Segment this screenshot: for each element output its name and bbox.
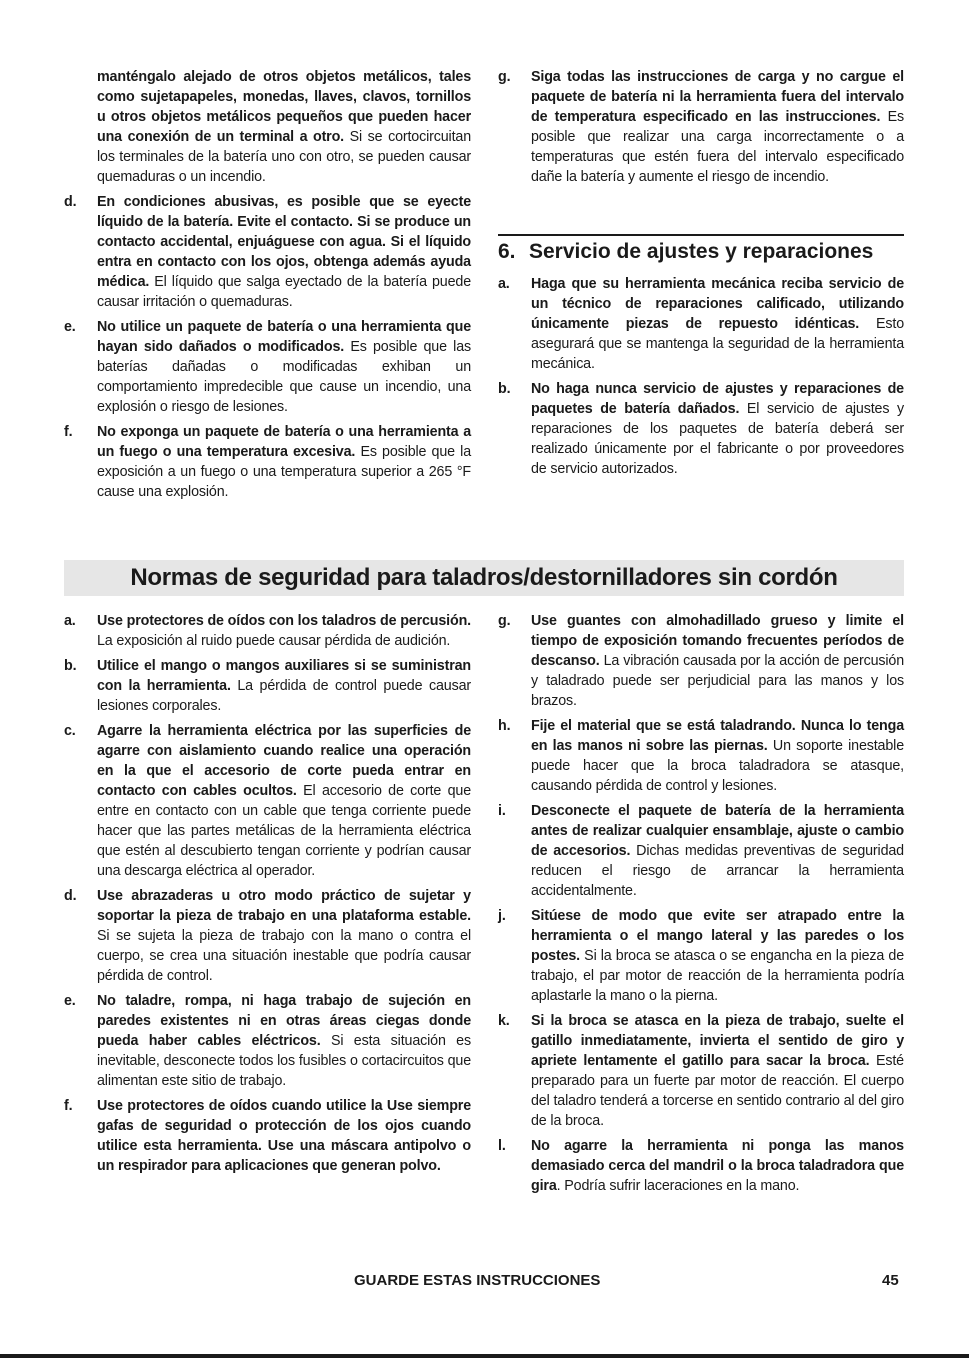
list-item <box>64 1096 471 1176</box>
item-text: Dichas medidas preventivas de seguridad reducen el riesgo de arrancar la herramienta accidentalmente. <box>531 843 904 899</box>
item-bold: Use protectores de oídos cuando utilice la Use siempre gafas de seguridad o protección de los ojos cuando utilice esta herramienta. Use una máscara antipolvo o un respirador para aplicaciones que generan polvo. <box>97 1098 471 1174</box>
item-text: La exposición al ruido puede causar pérdida de audición. <box>97 633 451 649</box>
item-text: La vibración causada por la acción de percusión y taladrado puede ser perjudicial para las manos y los brazos. <box>531 653 904 709</box>
item-label: d. <box>64 194 77 210</box>
section-items-column <box>498 274 904 484</box>
list-item <box>498 67 904 187</box>
list-item <box>498 1011 904 1131</box>
item-label: k. <box>498 1013 510 1029</box>
item-label: j. <box>498 908 506 924</box>
item-bold: Agarre la herramienta eléctrica por las superficies de agarre con aislamiento cuando realice una operación en la que el accesorio de corte pueda entrar en contacto con cables ocultos. <box>97 723 471 799</box>
footer-text: GUARDE ESTAS INSTRUCCIONES <box>354 1272 601 1289</box>
item-bold: No agarre la herramienta ni ponga las manos demasiado cerca del mandril o la broca taladradora que gira <box>531 1138 904 1194</box>
item-bold: Utilice el mango o mangos auxiliares si se suministran con la herramienta. <box>97 658 471 694</box>
list-item <box>64 317 471 417</box>
item-bold: Fije el material que se está taladrando. Nunca lo tenga en las manos ni sobre las piernas. <box>531 718 904 754</box>
item-bold: Use guantes con almohadillado grueso y limite el tiempo de exposición tomando frecuentes períodos de descanso. <box>531 613 904 669</box>
item-bold: En condiciones abusivas, es posible que se eyecte líquido de la batería. Evite el contacto. Si se produce un contacto accidental, enjuáguese con agua. Si el líquido entra en contacto con los ojos, obtenga además ayuda médica. <box>97 194 471 290</box>
item-label: a. <box>64 613 76 629</box>
top-left-column <box>64 67 471 507</box>
item-bold: Haga que su herramienta mecánica reciba servicio de un técnico de reparaciones calificado, utilizando únicamente piezas de repuesto idénticas. <box>531 276 904 332</box>
item-label: c. <box>64 723 76 739</box>
list-item <box>498 379 904 479</box>
item-bold: Desconecte el paquete de batería de la herramienta antes de realizar cualquier ensamblaje, ajuste o cambio de accesorios. <box>531 803 904 859</box>
item-bold: No utilice un paquete de batería o una herramienta que hayan sido dañados o modificados. <box>97 319 471 355</box>
item-label: g. <box>498 69 511 85</box>
continuation-text: Si se cortocircuitan los terminales de la batería uno con otro, se pueden causar quemaduras o un incendio. <box>97 129 471 185</box>
list-item <box>64 656 471 716</box>
top-right-column <box>498 67 904 192</box>
list-item <box>498 611 904 711</box>
item-label: f. <box>64 424 73 440</box>
page-number: 45 <box>882 1272 899 1289</box>
list-item <box>64 422 471 502</box>
item-text: . Podría sufrir laceraciones en la mano. <box>556 1178 800 1194</box>
item-bold: No taladre, rompa, ni haga trabajo de sujeción en paredes existentes ni en otras áreas ciegas donde pueda haber cables eléctricos. <box>97 993 471 1049</box>
item-text: Es posible que las baterías dañadas o modificadas exhiban un comportamiento impredecible que cause un incendio, una explosión o riesgo de lesiones. <box>97 339 471 415</box>
item-bold: No haga nunca servicio de ajustes y reparaciones de paquetes de batería dañados. <box>531 381 904 417</box>
item-bold: No exponga un paquete de batería o una herramienta a un fuego o una temperatura excesiva. <box>97 424 471 460</box>
item-text: El servicio de ajustes y reparaciones de los paquetes de batería deberá ser realizado únicamente por el fabricante o por proveedores de servicio autorizados. <box>531 401 904 477</box>
item-text: Si esta situación es inevitable, desconecte todos los fusibles o cortacircuitos que alimentan este sitio de trabajo. <box>97 1033 471 1089</box>
list-item <box>498 1136 904 1196</box>
banner-title: Normas de seguridad para taladros/destornilladores sin cordón <box>130 564 838 591</box>
item-text: Un soporte inestable puede hacer que la broca taladradora se atasque, causando pérdida de control y lesiones. <box>531 738 904 794</box>
list-item <box>64 611 471 651</box>
item-label: l. <box>498 1138 506 1154</box>
list-item <box>64 192 471 312</box>
item-bold: Use protectores de oídos con los taladros de percusión. <box>97 613 471 629</box>
item-bold: Sitúese de modo que evite ser atrapado entre la herramienta o el mango lateral y las paredes o los postes. <box>531 908 904 964</box>
bottom-right-column <box>498 611 904 1201</box>
bottom-rule <box>0 1354 969 1358</box>
item-bold: Si la broca se atasca en la pieza de trabajo, suelte el gatillo inmediatamente, invierta el sentido de giro y apriete lentamente el gatillo para sacar la broca. <box>531 1013 904 1069</box>
item-text: Es posible que la exposición a un fuego o una temperatura superior a 265 °F cause una explosión. <box>97 444 471 500</box>
section-title: Servicio de ajustes y reparaciones <box>529 240 874 263</box>
item-label: f. <box>64 1098 73 1114</box>
section-number: 6. <box>498 240 516 263</box>
item-label: a. <box>498 276 510 292</box>
section-banner <box>64 560 904 596</box>
item-text: Esté preparado para un fuerte par motor de reacción. El cuerpo del taladro tenderá a torcerse en sentido contrario al del giro de la broca. <box>531 1053 904 1129</box>
list-item <box>498 274 904 374</box>
item-label: b. <box>64 658 77 674</box>
list-item <box>64 886 471 986</box>
item-label: d. <box>64 888 77 904</box>
item-text: El líquido que salga eyectado de la batería puede causar irritación o quemaduras. <box>97 274 471 310</box>
continuation-paragraph <box>64 67 471 187</box>
item-text: Esto asegurará que se mantenga la seguridad de la herramienta mecánica. <box>531 316 904 372</box>
item-text: Es posible que realizar una carga incorrectamente o a temperaturas que estén fuera del intervalo especificado dañe la batería y aumente el riesgo de incendio. <box>531 109 904 185</box>
item-label: i. <box>498 803 506 819</box>
section-heading <box>498 234 904 264</box>
bottom-left-column <box>64 611 471 1181</box>
continuation-bold: manténgalo alejado de otros objetos metálicos, tales como sujetapapeles, monedas, llaves, clavos, tornillos u otros objetos metálicos pequeños que pueden hacer una conexión de un terminal a otro. <box>97 69 471 145</box>
item-label: e. <box>64 993 76 1009</box>
item-label: h. <box>498 718 511 734</box>
list-item <box>64 991 471 1091</box>
item-bold: Siga todas las instrucciones de carga y no cargue el paquete de batería ni la herramienta fuera del intervalo de temperatura especificado en las instrucciones. <box>531 69 904 125</box>
item-text: Si se sujeta la pieza de trabajo con la mano o contra el cuerpo, se crea una situación inestable que podría causar pérdida de control. <box>97 928 471 984</box>
list-item <box>498 906 904 1006</box>
list-item <box>498 716 904 796</box>
item-bold: Use abrazaderas u otro modo práctico de sujetar y soportar la pieza de trabajo en una plataforma estable. <box>97 888 471 924</box>
item-label: e. <box>64 319 76 335</box>
item-text: Si la broca se atasca o se engancha en la pieza de trabajo, el par motor de reacción de la herramienta podría aplastarle la mano o la pierna. <box>531 948 904 1004</box>
item-label: g. <box>498 613 511 629</box>
list-item <box>498 801 904 901</box>
list-item <box>64 721 471 881</box>
item-text: El accesorio de corte que entre en contacto con un cable que tenga corriente puede hacer que las partes metálicas de la herramienta eléctrica que estén al descubierto tengan corriente y podrían causar una descarga eléctrica al operador. <box>97 783 472 879</box>
item-text: La pérdida de control puede causar lesiones corporales. <box>97 678 471 714</box>
item-label: b. <box>498 381 511 397</box>
